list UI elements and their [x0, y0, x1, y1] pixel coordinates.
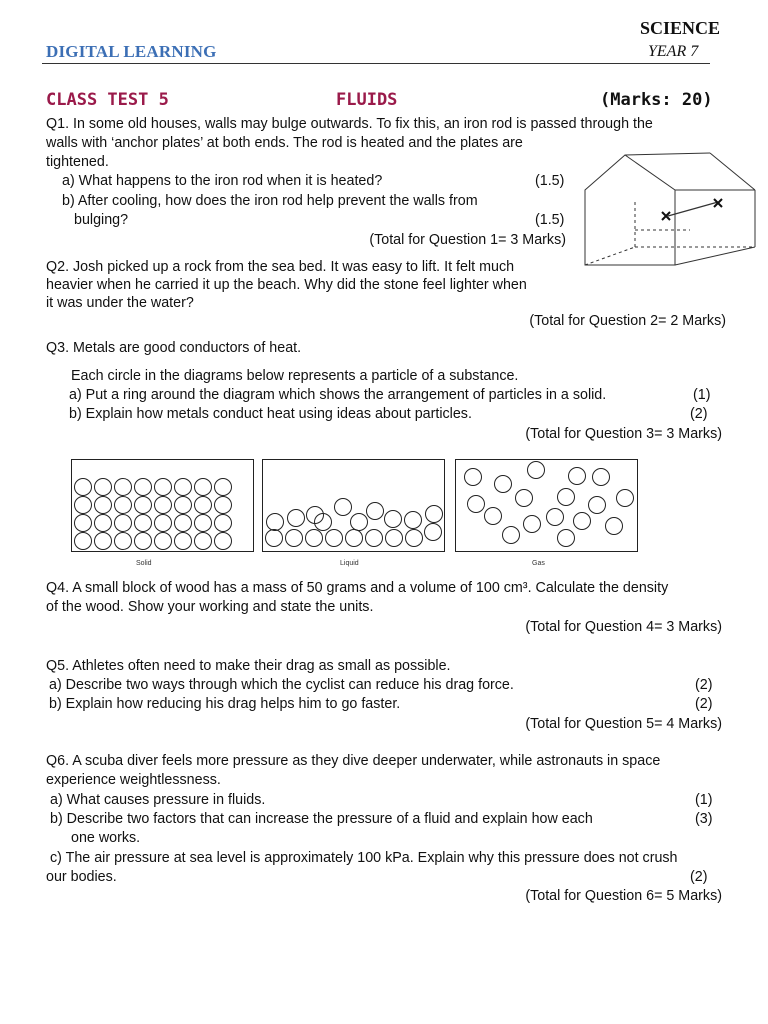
- q5-part-a-marks: (2): [695, 677, 713, 693]
- total-marks: (Marks: 20): [600, 90, 713, 110]
- liquid-particles: [263, 460, 444, 551]
- q1-part-b-line2: bulging?: [74, 212, 129, 228]
- q1-part-b-marks: (1.5): [535, 212, 565, 228]
- q3-part-a: a) Put a ring around the diagram which shows the arrangement of particles in a solid.: [69, 387, 607, 403]
- q5-part-b-marks: (2): [695, 696, 713, 712]
- solid-diagram[interactable]: [71, 459, 254, 552]
- q5-part-a: a) Describe two ways through which the cyclist can reduce his drag force.: [49, 677, 514, 693]
- subject-label: SCIENCE: [640, 18, 721, 38]
- gas-diagram[interactable]: [455, 459, 638, 552]
- q3-total: (Total for Question 3= 3 Marks): [525, 426, 722, 442]
- q5-part-b: b) Explain how reducing his drag helps him to go faster.: [49, 696, 401, 712]
- q4-total: (Total for Question 4= 3 Marks): [525, 619, 722, 635]
- solid-caption: Solid: [136, 560, 152, 567]
- q2-line1: Q2. Josh picked up a rock from the sea bed. It was easy to lift. It felt much: [46, 259, 515, 275]
- gas-particles: [456, 460, 637, 551]
- test-title: CLASS TEST 5: [46, 90, 169, 110]
- q1-line1: Q1. In some old houses, walls may bulge outwards. To fix this, an iron rod is passed through the: [46, 116, 653, 132]
- q6-part-a-marks: (1): [695, 792, 713, 808]
- q1-part-a-marks: (1.5): [535, 173, 565, 189]
- q6-part-b-line2: one works.: [71, 830, 141, 846]
- q6-part-b-line1: b) Describe two factors that can increase the pressure of a fluid and explain how each: [50, 811, 593, 827]
- q2-total: (Total for Question 2= 2 Marks): [529, 313, 726, 329]
- q2-line3: it was under the water?: [46, 295, 194, 311]
- q6-line1: Q6. A scuba diver feels more pressure as they dive deeper underwater, while astronauts in space: [46, 753, 661, 769]
- year-label: YEAR 7: [648, 43, 699, 60]
- q1-part-b-line1: b) After cooling, how does the iron rod help prevent the walls from: [62, 193, 478, 209]
- liquid-diagram[interactable]: [262, 459, 445, 552]
- q5-total: (Total for Question 5= 4 Marks): [525, 716, 722, 732]
- q6-part-c-line1: c) The air pressure at sea level is approximately 100 kPa. Explain why this pressure does not crush: [50, 850, 678, 866]
- q6-part-a: a) What causes pressure in fluids.: [50, 792, 266, 808]
- q3-line1: Q3. Metals are good conductors of heat.: [46, 340, 302, 356]
- q3-part-b: b) Explain how metals conduct heat using ideas about particles.: [69, 406, 472, 422]
- q3-part-b-marks: (2): [690, 406, 708, 422]
- topic-title: FLUIDS: [336, 90, 398, 110]
- q6-total: (Total for Question 6= 5 Marks): [525, 888, 722, 904]
- gas-caption: Gas: [532, 560, 545, 567]
- q1-line2: walls with ‘anchor plates’ at both ends. The rod is heated and the plates are: [46, 135, 523, 151]
- q6-part-c-line2: our bodies.: [46, 869, 117, 885]
- q4-line1: Q4. A small block of wood has a mass of 50 grams and a volume of 100 cm³. Calculate the density: [46, 580, 669, 596]
- q5-line1: Q5. Athletes often need to make their drag as small as possible.: [46, 658, 451, 674]
- solid-particles: [72, 460, 253, 551]
- q4-line2: of the wood. Show your working and state the units.: [46, 599, 374, 615]
- school-name: DIGITAL LEARNING: [46, 42, 217, 61]
- q2-line2: heavier when he carried it up the beach. Why did the stone feel lighter when: [46, 277, 527, 293]
- q6-line2: experience weightlessness.: [46, 772, 221, 788]
- q1-line3: tightened.: [46, 154, 109, 170]
- q1-total: (Total for Question 1= 3 Marks): [369, 232, 566, 248]
- q6-part-c-marks: (2): [690, 869, 708, 885]
- q1-part-a: a) What happens to the iron rod when it is heated?: [62, 173, 383, 189]
- q6-part-b-marks: (3): [695, 811, 713, 827]
- header-rule: [42, 63, 710, 64]
- q3-part-a-marks: (1): [693, 387, 711, 403]
- q3-line2: Each circle in the diagrams below represents a particle of a substance.: [71, 368, 519, 384]
- house-anchor-rod-diagram: [580, 150, 760, 270]
- liquid-caption: Liquid: [340, 560, 359, 567]
